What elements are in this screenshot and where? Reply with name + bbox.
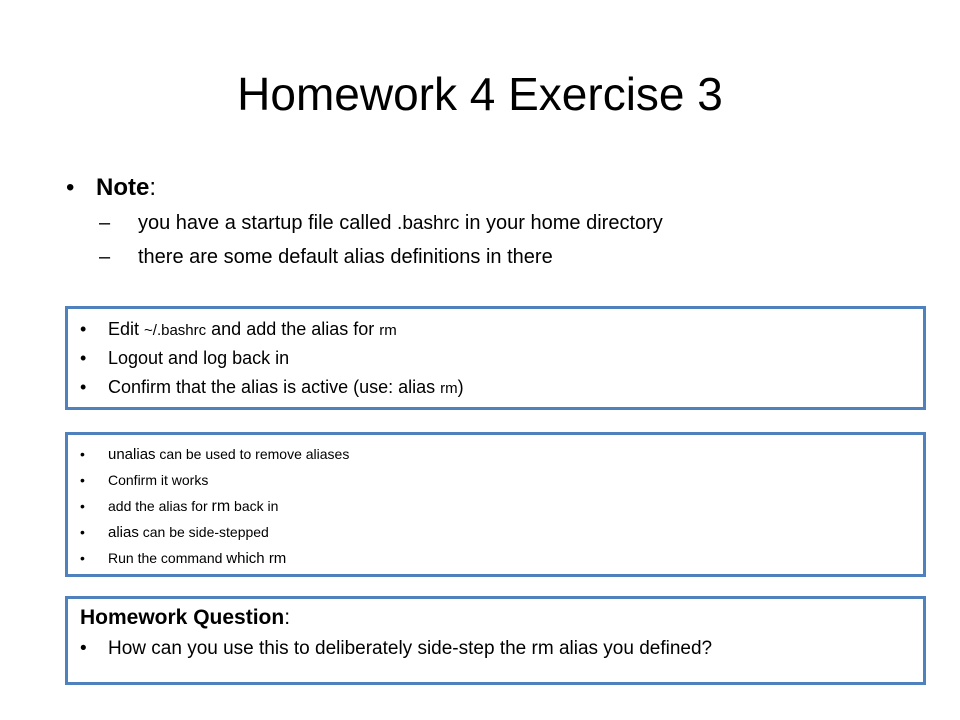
dash-icon: –	[99, 246, 111, 268]
bullet-icon: •	[80, 550, 85, 566]
note-item-code: .bashrc	[397, 213, 460, 234]
list-item	[68, 633, 923, 664]
item-code: which rm	[226, 550, 287, 567]
note-heading	[66, 170, 926, 206]
bullet-icon: •	[80, 638, 87, 659]
item-code: unalias	[108, 446, 156, 463]
bullet-icon: •	[66, 174, 75, 201]
list-item	[68, 373, 923, 402]
heading-colon: :	[284, 606, 291, 629]
dash-icon: –	[99, 212, 111, 234]
question-text: How can you use this to deliberately side-step the rm alias you defined?	[108, 638, 713, 659]
note-label: Note	[96, 174, 150, 201]
item-text: Confirm it works	[108, 472, 209, 488]
item-text: Confirm that the alias is active (use:	[108, 377, 399, 397]
item-text: can be side-stepped	[138, 524, 269, 540]
note-item	[66, 240, 926, 274]
list-item	[68, 545, 923, 571]
item-code: ~/.bashrc	[144, 322, 207, 339]
list-item	[68, 467, 923, 493]
note-item-text: in your home directory	[459, 212, 663, 234]
note-colon: :	[149, 174, 157, 201]
list-item	[68, 315, 923, 344]
instructions-box	[65, 306, 926, 410]
item-code: rm	[379, 322, 397, 339]
bullet-icon: •	[80, 446, 85, 462]
item-text: back in	[230, 498, 279, 514]
item-code: rm	[211, 498, 231, 515]
list-item	[68, 441, 923, 467]
steps-box	[65, 432, 926, 577]
bullet-icon: •	[80, 319, 87, 339]
item-text: )	[457, 377, 464, 397]
bullet-icon: •	[80, 348, 87, 368]
bullet-icon: •	[80, 472, 85, 488]
homework-question-heading	[68, 603, 923, 633]
item-code: alias	[398, 377, 436, 397]
item-text: add the alias for	[108, 498, 212, 514]
item-text: Logout and log back in	[108, 348, 290, 368]
list-item	[68, 344, 923, 373]
note-item-text: there are some default alias definitions in there	[138, 246, 553, 268]
item-code: rm	[440, 380, 458, 397]
homework-question-box	[65, 596, 926, 685]
slide-title: Homework 4 Exercise 3	[237, 68, 723, 120]
note-section	[66, 170, 926, 274]
list-item	[68, 493, 923, 519]
note-item	[66, 206, 926, 240]
item-text: can be used to remove aliases	[155, 446, 350, 462]
item-text: Run the command	[108, 550, 227, 566]
item-text: and add the alias for	[206, 319, 380, 339]
note-item-text: you have a startup file called	[138, 212, 398, 234]
item-text: Edit	[108, 319, 145, 339]
bullet-icon: •	[80, 524, 85, 540]
list-item	[68, 519, 923, 545]
heading-text: Homework Question	[80, 606, 285, 629]
bullet-icon: •	[80, 498, 85, 514]
item-code: alias	[108, 524, 139, 541]
bullet-icon: •	[80, 377, 87, 397]
